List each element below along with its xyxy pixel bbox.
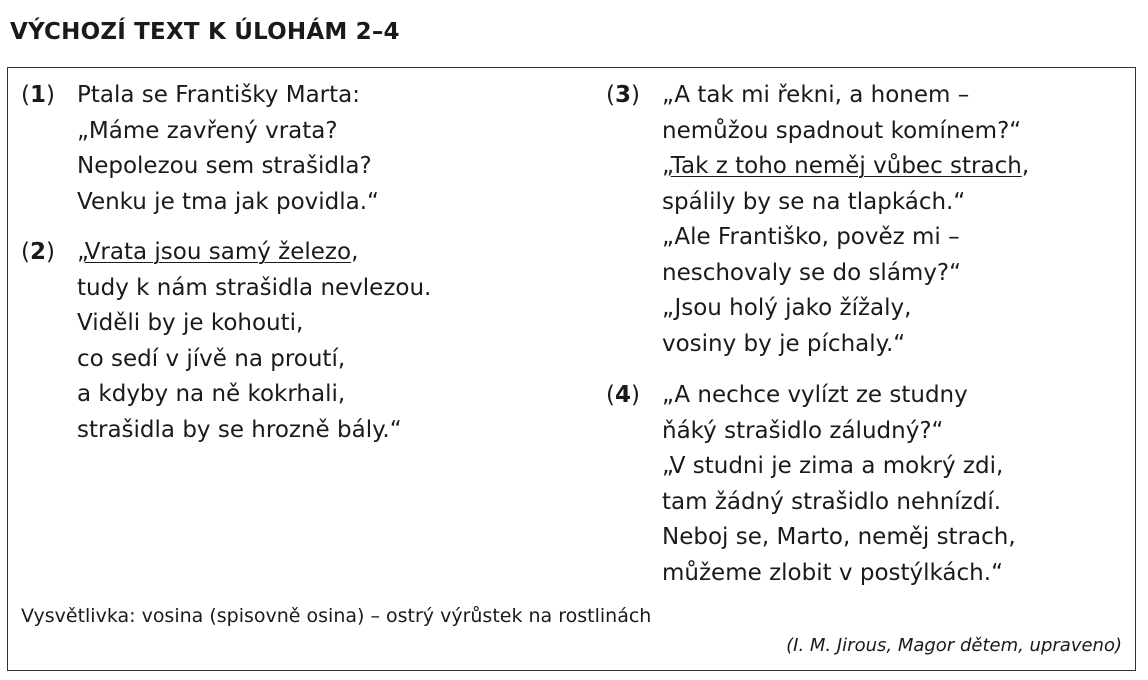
stanza-lines [77,78,379,220]
verse-line: vosiny by je píchaly.“ [662,330,906,357]
stanza-number-digit: 4 [614,382,631,408]
verse-line: a kdyby na ně kokrhali, [77,381,346,407]
stanza-lines [662,78,1029,362]
verse-line: neschovaly se do slámy?“ [662,259,962,286]
verse-line: Nepolezou sem strašidla? [77,153,372,179]
page-heading: VÝCHOZÍ TEXT K ÚLOHÁM 2–4 [10,19,400,45]
stanza-number-digit: 3 [614,82,631,108]
source-text-box [7,67,1136,671]
stanza-lines [77,235,431,448]
stanza-number-digit: 1 [29,82,46,108]
verse-line: spálily by se na tlapkách.“ [662,188,966,215]
verse-line: strašidla by se hrozně bály.“ [77,416,402,443]
verse-line: „Vrata jsou samý železo, [77,239,359,265]
stanza-number-digit: 2 [29,239,46,265]
verse-line: „Tak z toho neměj vůbec strach, [662,153,1030,179]
verse-line: tam žádný strašidlo nehnízdí. [662,488,1002,515]
verse-line: Neboj se, Marto, neměj strach, [662,524,1016,550]
verse-line: tudy k nám strašidla nevlezou. [77,274,432,301]
verse-line: můžeme zlobit v postýlkách.“ [662,559,1003,586]
verse-line: „A tak mi řekni, a honem – [662,82,970,108]
stanza-number: (3) [606,82,640,108]
verse-line: ňáký strašidlo záludný?“ [662,417,944,444]
verse-line: Viděli by je kohouti, [77,310,304,336]
source-citation: (I. M. Jirous, Magor dětem, upraveno) [786,635,1122,656]
stanza-lines [662,378,1016,591]
verse-line: „V studni je zima a mokrý zdi, [662,453,1004,479]
verse-line: co sedí v jívě na proutí, [77,345,346,372]
glossary-note: Vysvětlivka: vosina (spisovně osina) – ostrý výrůstek na rostlinách [21,605,652,627]
stanza-number: (1) [21,82,55,108]
stanza-number: (2) [21,239,55,265]
stanza-number: (4) [606,382,640,408]
verse-line: nemůžou spadnout komínem?“ [662,117,1022,144]
underlined-phrase: Vrata jsou samý železo [84,239,352,265]
verse-line: „Ale Františko, pověz mi – [662,224,960,250]
verse-line: „Jsou holý jako žížaly, [662,295,912,321]
verse-line: Venku je tma jak povidla.“ [77,188,379,215]
verse-line: „A nechce vylízt ze studny [662,382,968,408]
verse-line: Ptala se Františky Marta: [77,82,360,108]
verse-line: „Máme zavřený vrata? [77,117,338,144]
underlined-phrase: Tak z toho neměj vůbec strach [670,153,1022,179]
